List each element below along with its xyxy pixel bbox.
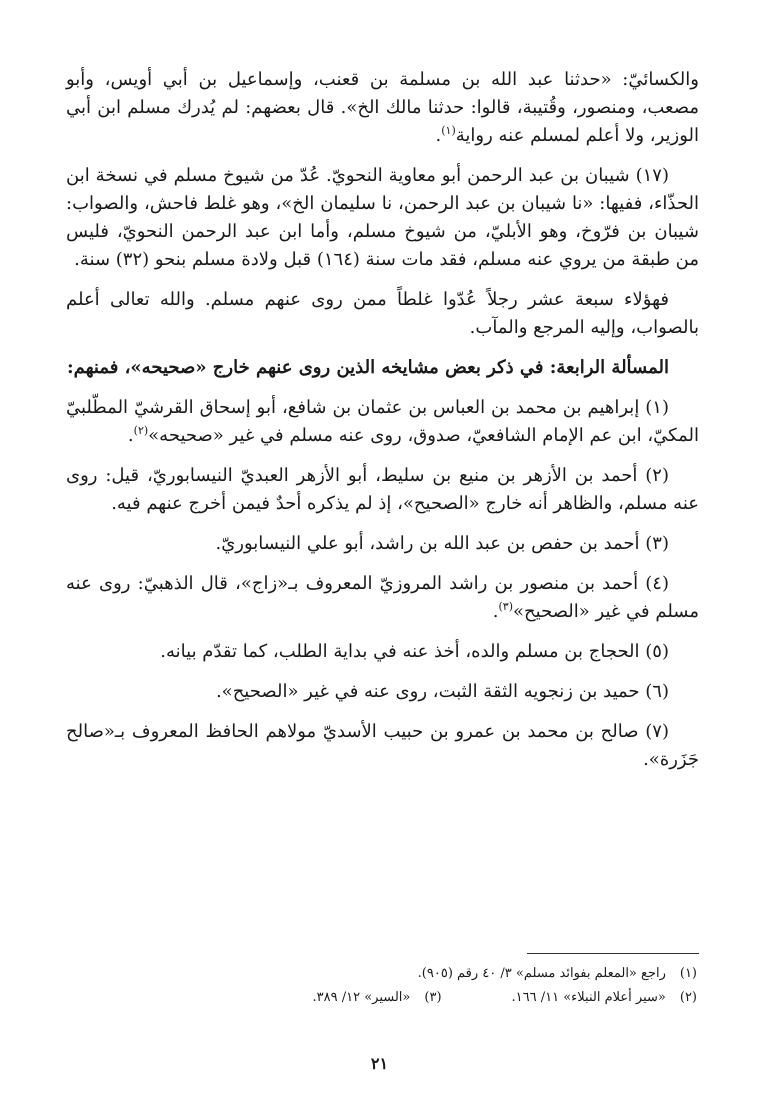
paragraph-text: (١٧) شيبان بن عبد الرحمن أبو معاوية النحويّ. عُدّ من شيوخ مسلم في نسخة ابن الحذّاء، ففيها: «نا شيبان بن عبد الرحمن، نا سليمان الخ»، وهو غلط فاحش، والصواب: شيبان بن فرّوخ، وهو الأبليّ، من شيوخ مسلم، وأما ابن عبد الرحمن النحويّ، فليس من طبقة من يروي عنه مسلم، فقد مات سنة (١٦٤) قبل ولادة مسلم بنحو (٣٢) سنة. — [66, 165, 699, 270]
paragraph-summary — [66, 286, 699, 342]
paragraph-text: (٤) أحمد بن منصور بن راشد المروزيّ المعروف بـ«زاج»، قال الذهبيّ: روى عنه مسلم في غير «الصحيح» — [66, 573, 699, 622]
footnote-number: (٢) — [679, 990, 697, 1005]
paragraph-entry-4 — [66, 570, 699, 626]
footnote-1 — [64, 962, 697, 986]
footnotes — [64, 962, 697, 1010]
heading-text: المسألة الرابعة: في ذكر بعض مشايخه الذين روى عنهم خارج «صحيحه»، فمنهم: — [66, 357, 669, 378]
paragraph-text: (٣) أحمد بن حفص بن عبد الله بن راشد، أبو علي النيسابوريّ. — [215, 533, 669, 554]
footnote-ref[interactable]: (٢) — [133, 424, 149, 437]
paragraph-text: (٧) صالح بن محمد بن عمرو بن حبيب الأسديّ مولاهم الحافظ المعروف بـ«صالح جَزَرة». — [66, 721, 699, 770]
paragraph-kisai — [66, 66, 699, 150]
paragraph-entry-17 — [66, 162, 699, 274]
paragraph-text: فهؤلاء سبعة عشر رجلاً عُدّوا غلطاً ممن روى عنهم مسلم. والله تعالى أعلم بالصواب، وإليه المرجع والمآب. — [66, 289, 699, 338]
footnote-2-3 — [64, 986, 697, 1010]
paragraph-entry-6 — [66, 678, 699, 706]
paragraph-text: والكسائيّ: «حدثنا عبد الله بن مسلمة بن قعنب، وإسماعيل بن أبي أويس، وأبو مصعب، ومنصور، وقُتيبة، قالوا: حدثنا مالك الخ». قال بعضهم: لم يُدرك مسلم ابن أبي الوزير، ولا أعلم لمسلم عنه رواية — [66, 69, 699, 146]
paragraph-text: (٢) أحمد بن الأزهر بن منيع بن سليط، أبو الأزهر العبديّ النيسابوريّ، قيل: روى عنه مسلم، والظاهر أنه خارج «الصحيح»، إذ لم يذكره أحدٌ فيمن أخرج عنهم فيه. — [66, 465, 699, 514]
footnote-number: (٣) — [424, 990, 442, 1005]
paragraph-tail: . — [435, 125, 442, 146]
paragraph-text: (١) إبراهيم بن محمد بن العباس بن عثمان بن شافع، أبو إسحاق القرشيّ المطّلبيّ المكيّ، ابن عم الإمام الشافعيّ، صدوق، روى عنه مسلم في غير «صحيحه» — [66, 397, 699, 446]
footnote-number: (١) — [679, 966, 697, 981]
paragraph-entry-2 — [66, 462, 699, 518]
paragraph-text: (٥) الحجاج بن مسلم والده، أخذ عنه في بداية الطلب، كما تقدّم بيانه. — [160, 641, 669, 662]
footnote-ref[interactable]: (١) — [441, 124, 456, 137]
paragraph-entry-5 — [66, 638, 699, 666]
paragraph-entry-3 — [66, 530, 699, 558]
footnote-text: «سير أعلام النبلاء» ١١/ ١٦٦. — [511, 990, 666, 1005]
paragraph-entry-1 — [66, 394, 699, 450]
paragraph-tail: . — [492, 601, 499, 622]
footnote-ref[interactable]: (٣) — [498, 600, 514, 613]
paragraph-text: (٦) حميد بن زنجويه الثقة الثبت، روى عنه في غير «الصحيح». — [215, 681, 669, 702]
main-text — [66, 66, 699, 774]
footnote-divider — [527, 953, 699, 954]
paragraph-tail: . — [127, 425, 134, 446]
page-number: ٢١ — [370, 1054, 389, 1073]
footnote-text: «السير» ١٢/ ٣٨٩. — [312, 990, 411, 1005]
section-heading — [66, 354, 699, 382]
paragraph-entry-7 — [66, 718, 699, 774]
footnote-text: راجع «المعلم بفوائد مسلم» ٣/ ٤٠ رقم (٩٠٥). — [417, 966, 666, 981]
